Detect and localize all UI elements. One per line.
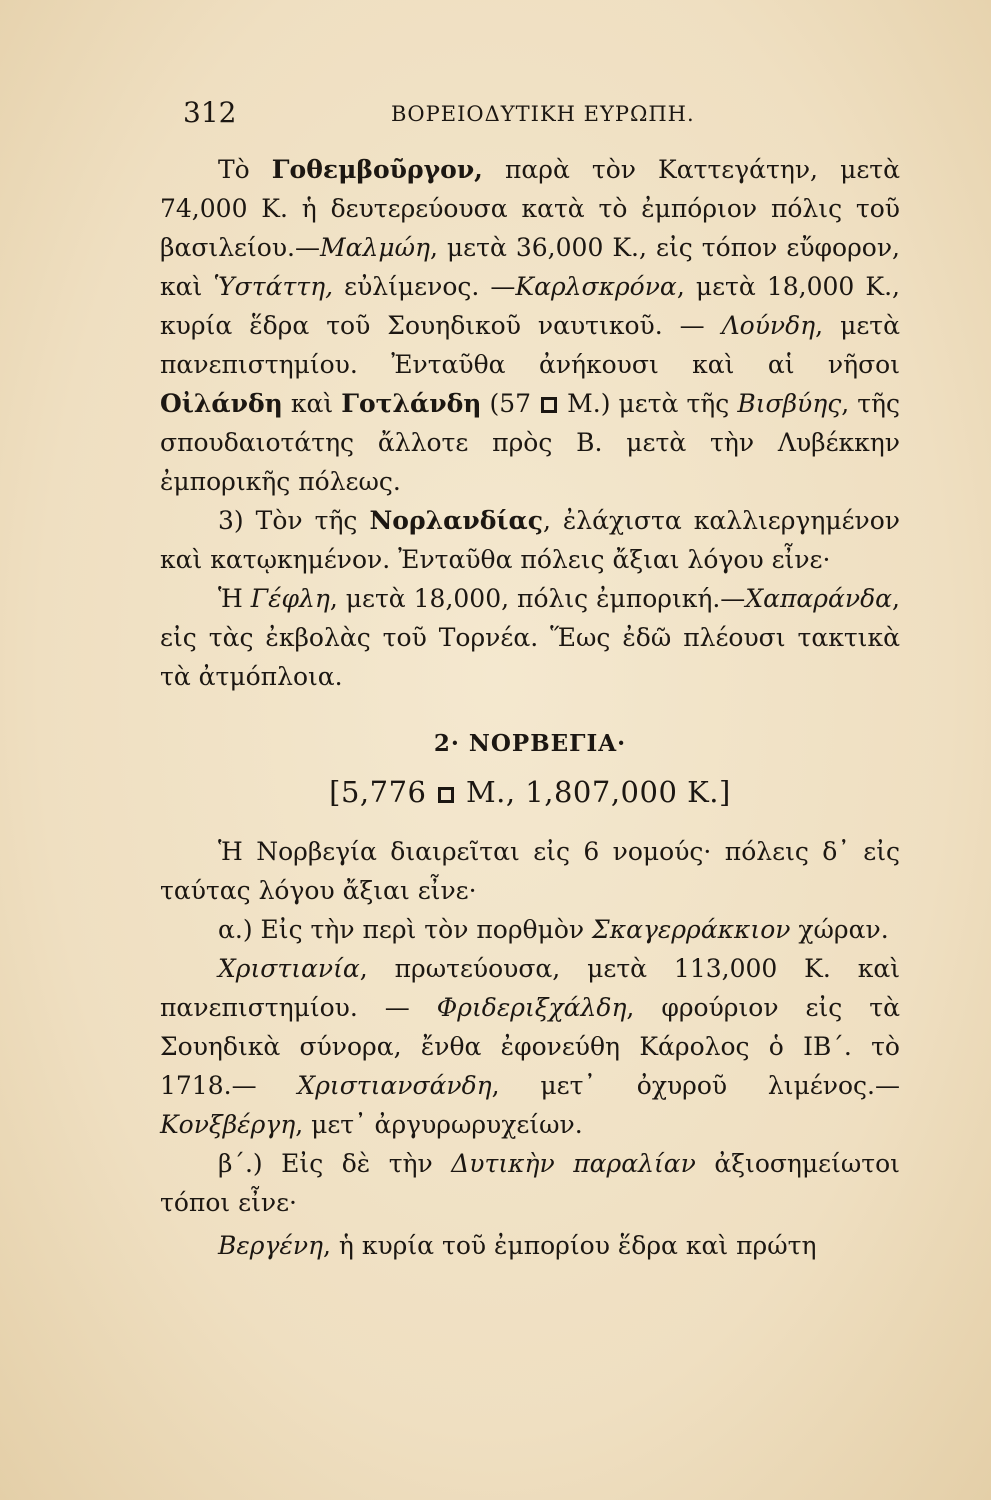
place-west-coast: Δυτικὴν παραλίαν [451, 1149, 696, 1178]
place-lund: Λούνδη [721, 311, 816, 340]
place-visby: Βισβύης [737, 389, 842, 418]
place-gotland: Γοτλάνδη [341, 389, 482, 418]
place-fredrikshald: Φριδεριξχάλδη [436, 993, 627, 1022]
paragraph-gavle: Ἡ Γέφλη, μετὰ 18,000, πόλις ἐμπορική.—Χαπαράνδα, εἰς τὰς ἐκβολὰς τοῦ Τορνέα. Ἕως ἐδῶ πλέουσι τακτικὰ τὰ ἀτμόπλοια. [160, 584, 900, 691]
place-ystad: Ὑστάττη, [213, 272, 334, 301]
paragraph-norway-intro: Ἡ Νορβεγία διαιρεῖται εἰς 6 νομούς· πόλεις δ᾽ εἰς ταύτας λόγου ἄξιαι εἶνε· [160, 837, 900, 905]
square-miles-symbol [438, 787, 454, 803]
section-heading-norway: 2· ΝΟΡΒΕΓΙΑ· [433, 730, 627, 757]
place-oland: Οἰλάνδη [160, 389, 283, 418]
place-bergen: Βεργένη [218, 1231, 324, 1260]
running-title: ΒΟΡΕΙΟΔΥΤΙΚΗ ΕΥΡΩΠΗ. [391, 102, 695, 126]
place-malmo: Μαλμώη [320, 233, 430, 262]
paragraph-norrland: 3) Τὸν τῆς Νορλανδίας, ἐλάχιστα καλλιεργημένον καὶ κατῳκημένον. Ἐνταῦθα πόλεις ἄξιαι λόγου εἶνε· [160, 506, 900, 574]
place-gothenburg: Γοθεμβοῦργον, [271, 155, 483, 184]
paragraph-sweden-south: Τὸ Γοθεμβοῦργον, παρὰ τὸν Καττεγάτην, μετὰ 74,000 Κ. ἡ δευτερεύουσα κατὰ τὸ ἐμπόριον πόλις τοῦ βασιλείου.—Μαλμώη, μετὰ 36,000 Κ., εἰς τόπον εὔφορον, καὶ Ὑστάττη, εὐλίμενος. —Καρλσκρόνα, μετὰ 18,000 Κ., κυρία ἕδρα τοῦ Σουηδικοῦ ναυτικοῦ. — Λούνδη, μετὰ πανεπιστημίου. Ἐνταῦθα ἀνήκουσι καὶ αἱ νῆσοι Οἰλάνδη καὶ Γοτλάνδη (57 Μ.) μετὰ τῆς Βισβύης, τῆς σπουδαιοτάτης ἄλλοτε πρὸς Β. μετὰ τὴν Λυβέκκην ἐμπορικῆς πόλεως. [160, 155, 901, 496]
paragraph-skagerrak: α.) Εἰς τὴν περὶ τὸν πορθμὸν Σκαγερράκκιον χώραν. [218, 915, 889, 944]
place-skagerrak: Σκαγερράκκιον [592, 915, 791, 944]
page-number: 312 [183, 96, 237, 129]
place-christiania: Χριστιανία [218, 954, 360, 983]
place-haparanda: Χαπαράνδα [745, 584, 893, 613]
place-norrland: Νορλανδίας [369, 506, 543, 535]
body-text [160, 150, 900, 1265]
place-kongsberg: Κονξβέργη [160, 1110, 296, 1139]
paragraph-bergen: Βεργένη, ἡ κυρία τοῦ ἐμπορίου ἕδρα καὶ πρώτη [218, 1231, 817, 1260]
section-stats: [5,776 Μ., 1,807,000 Κ.] [329, 775, 731, 809]
place-kristiansand: Χριστιανσάνδη [297, 1071, 492, 1100]
running-head [183, 96, 903, 136]
square-miles-symbol [541, 397, 557, 413]
place-karlskrona: Καρλσκρόνα [515, 272, 677, 301]
paragraph-west-coast: β΄.) Εἰς δὲ τὴν Δυτικὴν παραλίαν ἀξιοσημείωτοι τόποι εἶνε· [160, 1149, 900, 1217]
paragraph-christiania: Χριστιανία, πρωτεύουσα, μετὰ 113,000 Κ. καὶ πανεπιστημίου. — Φριδεριξχάλδη, φρούριον εἰς τὰ Σουηδικὰ σύνορα, ἔνθα ἐφονεύθη Κάρολος ὁ ΙΒ΄. τὸ 1718.— Χριστιανσάνδη, μετ᾽ ὀχυροῦ λιμένος.—Κονξβέργη, μετ᾽ ἀργυρωρυχείων. [160, 954, 900, 1139]
place-gavle: Γέφλη [250, 584, 330, 613]
